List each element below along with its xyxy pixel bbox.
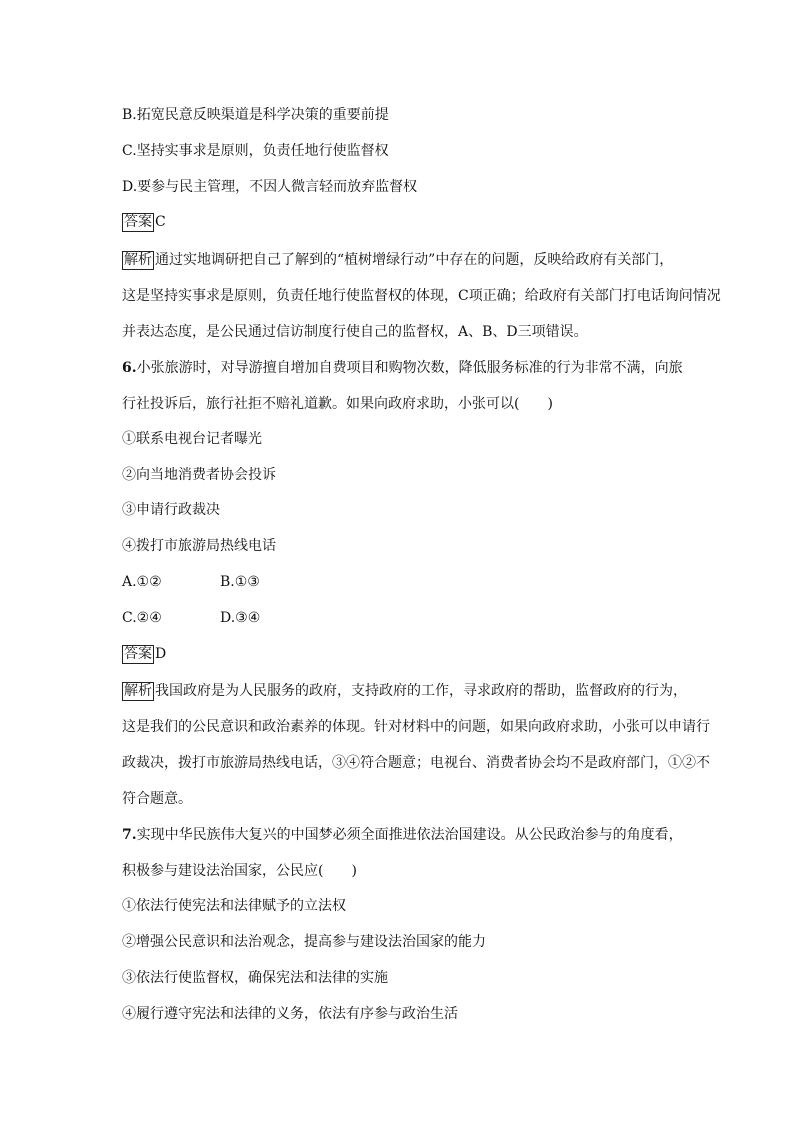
q5-answer-line [122,212,166,232]
analysis-tag: 解析 [124,252,152,268]
q7-item-3: ③依法行使监督权，确保宪法和法律的实施 [122,970,388,986]
q6-choice-d: D.③④ [220,610,261,626]
q7-item-1: ①依法行使宪法和法律赋予的立法权 [122,898,346,914]
q7-item-2: ②增强公民意识和法治观念，提高参与建设法治国家的能力 [122,934,486,950]
q7-stem-text-1: 实现中华民族伟大复兴的中国梦必须全面推进依法治国建设。从公民政治参与的角度看， [136,827,683,843]
q6-answer: D [155,646,167,662]
q6-item-1: ①联系电视台记者曝光 [122,431,262,447]
q5-option-b: B.拓宽民意反映渠道是科学决策的重要前提 [122,107,389,123]
q6-analysis-line-2: 这是我们的公民意识和政治素养的体现。针对材料中的问题，如果向政府求助，小张可以申请行 [122,719,710,735]
q6-analysis-line-3: 政裁决，拨打市旅游局热线电话，③④符合题意；电视台、消费者协会均不是政府部门，①②不 [122,755,710,771]
q6-number: 6. [122,360,137,376]
q6-item-3: ③申请行政裁决 [122,502,220,518]
q5-option-d: D.要参与民主管理，不因人微言轻而放弃监督权 [122,179,418,195]
q7-stem-line-2: 积极参与建设法治国家，公民应( ) [122,863,357,879]
q6-item-4: ④拨打市旅游局热线电话 [122,538,276,554]
q7-number: 7. [122,827,137,843]
q6-stem-line-1 [122,358,683,378]
q6-answer-line [122,644,166,664]
q6-item-2: ②向当地消费者协会投诉 [122,467,276,483]
q7-item-4: ④履行遵守宪法和法律的义务，依法有序参与政治生活 [122,1006,458,1022]
q6-analysis-line-1 [122,681,687,701]
q6-analysis-text-1: 我国政府是为人民服务的政府，支持政府的工作，寻求政府的帮助，监督政府的行为， [155,683,687,699]
answer-tag: 答案 [124,646,152,662]
q5-analysis-text-1: 通过实地调研把自己了解到的“植树增绿行动”中存在的问题，反映给政府有关部门， [155,252,674,268]
q6-choice-c: C.②④ [122,610,162,626]
q6-analysis-line-4: 符合题意。 [122,791,192,807]
q7-stem-line-1 [122,825,683,845]
q5-option-c: C.坚持实事求是原则，负责任地行使监督权 [122,143,389,159]
analysis-tag: 解析 [124,683,152,699]
answer-tag: 答案 [124,214,152,230]
q6-stem-line-2: 行社投诉后，旅行社拒不赔礼道歉。如果向政府求助，小张可以( ) [122,396,553,412]
q5-analysis-line-3: 并表达态度，是公民通过信访制度行使自己的监督权，A、B、D三项错误。 [122,324,588,340]
q5-analysis-line-2: 这是坚持实事求是原则，负责任地行使监督权的体现，C项正确；给政府有关部门打电话询问情况 [122,288,721,304]
q6-choice-b: B.①③ [220,574,260,590]
q6-choice-a: A.①② [122,574,162,590]
q6-stem-text-1: 小张旅游时，对导游擅自增加自费项目和购物次数，降低服务标准的行为非常不满，向旅 [136,360,683,376]
q5-answer: C [155,214,166,230]
q5-analysis-line-1 [122,250,673,270]
